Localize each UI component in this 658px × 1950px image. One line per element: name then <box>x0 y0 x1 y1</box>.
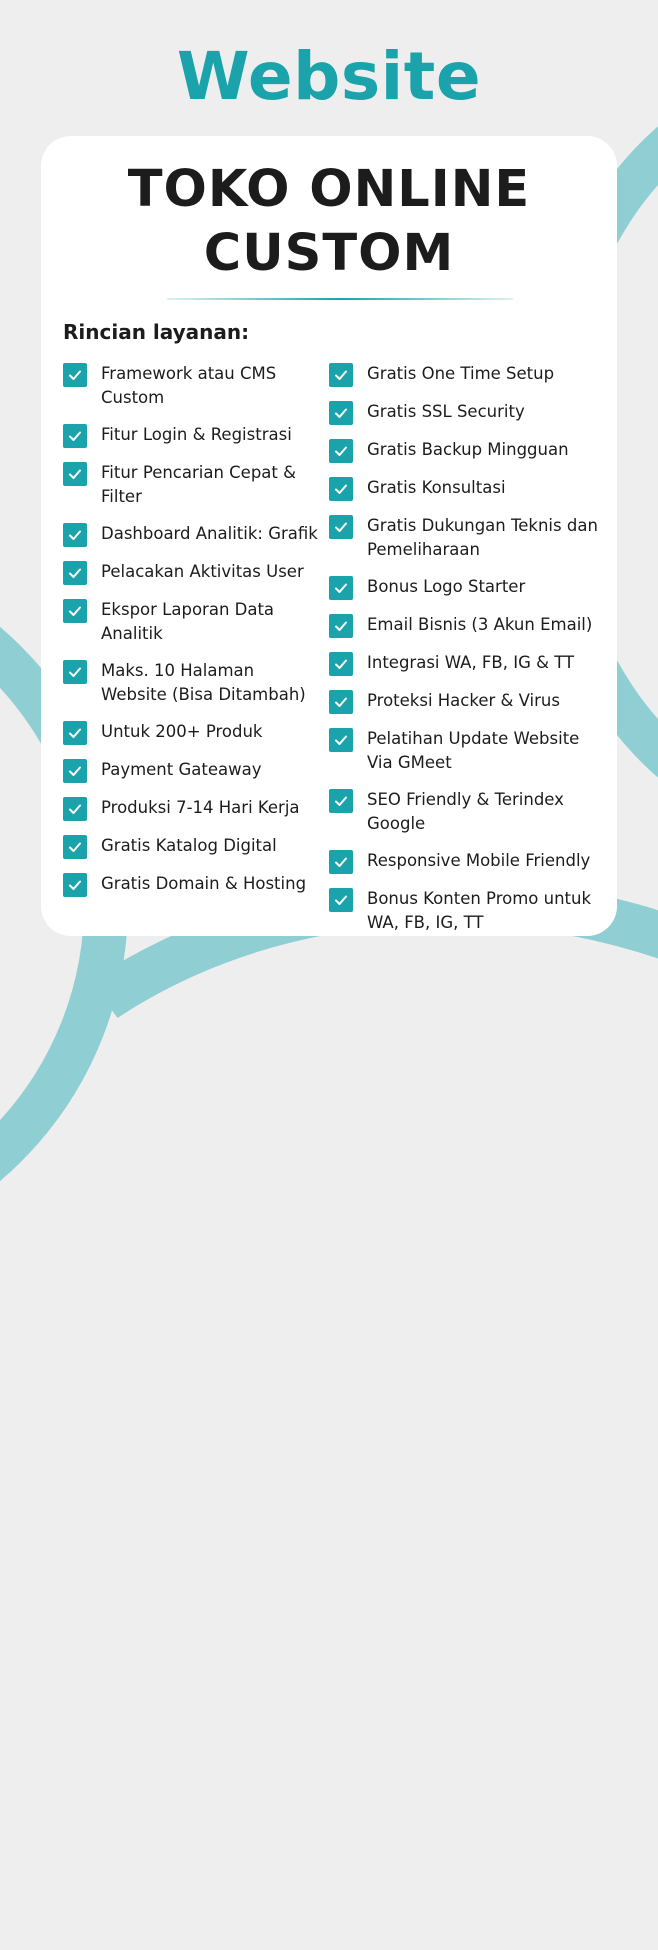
checkbox-checked-icon <box>63 797 87 821</box>
list-item <box>329 887 609 935</box>
list-item-label: Ekspor Laporan Data Analitik <box>101 600 275 643</box>
list-item-label: Gratis Katalog Digital <box>101 836 277 855</box>
list-item <box>329 362 609 387</box>
list-item <box>63 872 325 897</box>
checkbox-checked-icon <box>63 660 87 684</box>
list-item-label: Maks. 10 Halaman Website (Bisa Ditambah) <box>101 661 306 704</box>
list-item-label: Bonus Logo Starter <box>367 577 526 596</box>
list-item <box>329 788 609 836</box>
checkbox-checked-icon <box>329 401 353 425</box>
list-item <box>63 598 325 646</box>
checkbox-checked-icon <box>63 462 87 486</box>
checkbox-checked-icon <box>63 873 87 897</box>
list-item-label: Gratis One Time Setup <box>367 364 555 383</box>
list-item <box>63 423 325 448</box>
checkbox-checked-icon <box>329 789 353 813</box>
list-item <box>329 476 609 501</box>
list-item-label: Dashboard Analitik: Grafik <box>101 524 318 543</box>
section-label: Rincian layanan: <box>63 320 250 344</box>
checkbox-checked-icon <box>329 888 353 912</box>
title-divider <box>167 298 513 300</box>
list-item <box>63 461 325 509</box>
list-item <box>63 720 325 745</box>
checkbox-checked-icon <box>329 576 353 600</box>
list-item-label: Gratis Konsultasi <box>367 478 506 497</box>
list-item <box>329 651 609 676</box>
list-item <box>63 522 325 547</box>
list-item <box>63 560 325 585</box>
list-item-label: SEO Friendly & Terindex Google <box>367 790 564 833</box>
list-item-label: Integrasi WA, FB, IG & TT <box>367 653 575 672</box>
checkbox-checked-icon <box>63 721 87 745</box>
list-item <box>329 613 609 638</box>
card-title <box>41 158 617 286</box>
list-item <box>63 796 325 821</box>
list-item-label: Email Bisnis (3 Akun Email) <box>367 615 593 634</box>
list-item <box>329 438 609 463</box>
list-item-label: Produksi 7-14 Hari Kerja <box>101 798 300 817</box>
checkbox-checked-icon <box>329 515 353 539</box>
list-item <box>63 834 325 859</box>
list-item-label: Pelatihan Update Website Via GMeet <box>367 729 580 772</box>
list-item-label: Proteksi Hacker & Virus <box>367 691 560 710</box>
service-card <box>41 136 617 936</box>
checkbox-checked-icon <box>63 561 87 585</box>
feature-list-left <box>63 362 325 910</box>
checkbox-checked-icon <box>329 477 353 501</box>
list-item-label: Responsive Mobile Friendly <box>367 851 591 870</box>
feature-list-right <box>329 362 609 948</box>
card-title-line-1: TOKO ONLINE <box>127 160 531 219</box>
list-item-label: Bonus Konten Promo untuk WA, FB, IG, TT <box>367 889 592 932</box>
list-item-label: Untuk 200+ Produk <box>101 722 263 741</box>
decorative-arc-bottom <box>0 802 658 1950</box>
checkbox-checked-icon <box>329 728 353 752</box>
checkbox-checked-icon <box>329 652 353 676</box>
checkbox-checked-icon <box>63 599 87 623</box>
list-item-label: Gratis Dukungan Teknis dan Pemeliharaan <box>367 516 598 559</box>
list-item-label: Pelacakan Aktivitas User <box>101 562 304 581</box>
list-item <box>329 514 609 562</box>
checkbox-checked-icon <box>329 850 353 874</box>
list-item <box>329 849 609 874</box>
checkbox-checked-icon <box>63 424 87 448</box>
checkbox-checked-icon <box>63 363 87 387</box>
list-item <box>329 575 609 600</box>
headline: Website <box>176 38 482 115</box>
list-item-label: Gratis SSL Security <box>367 402 525 421</box>
checkbox-checked-icon <box>329 439 353 463</box>
card-title-line-2: CUSTOM <box>203 224 455 283</box>
checkbox-checked-icon <box>63 759 87 783</box>
list-item-label: Fitur Pencarian Cepat & Filter <box>101 463 297 506</box>
list-item-label: Gratis Domain & Hosting <box>101 874 307 893</box>
list-item-label: Gratis Backup Mingguan <box>367 440 569 459</box>
checkbox-checked-icon <box>329 690 353 714</box>
list-item <box>63 362 325 410</box>
list-item <box>63 659 325 707</box>
list-item-label: Fitur Login & Registrasi <box>101 425 292 444</box>
list-item-label: Framework atau CMS Custom <box>101 364 277 407</box>
checkbox-checked-icon <box>63 835 87 859</box>
checkbox-checked-icon <box>63 523 87 547</box>
list-item <box>329 727 609 775</box>
checkbox-checked-icon <box>329 614 353 638</box>
checkbox-checked-icon <box>329 363 353 387</box>
list-item <box>63 758 325 783</box>
list-item <box>329 400 609 425</box>
list-item-label: Payment Gateaway <box>101 760 262 779</box>
list-item <box>329 689 609 714</box>
